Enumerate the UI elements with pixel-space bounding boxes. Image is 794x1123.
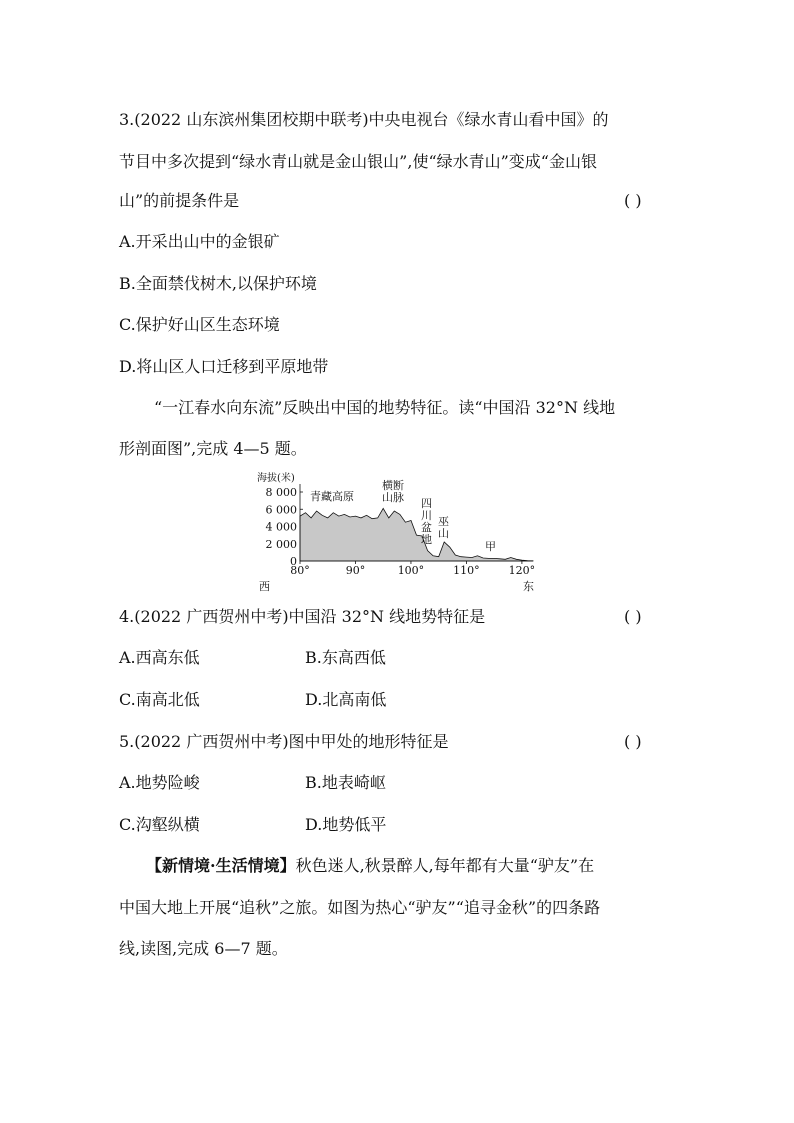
x-tick-label: 100° xyxy=(397,564,425,577)
q3-option-d[interactable]: D.将山区人口迁移到平原地带 xyxy=(119,357,329,376)
q3-stem-line-3: 山”的前提条件是 xyxy=(119,191,240,210)
terrain-area xyxy=(300,508,533,561)
x-tick-label: 110° xyxy=(453,564,480,577)
x-tick-label: 120° xyxy=(508,564,536,577)
q3-option-b[interactable]: B.全面禁伐树木,以保护环境 xyxy=(119,274,317,293)
q5-answer-paren[interactable]: ( ) xyxy=(624,732,642,751)
q3-answer-paren[interactable]: ( ) xyxy=(624,191,642,210)
q3-stem-line-2: 节目中多次提到“绿水青山就是金山银山”,使“绿水青山”变成“金山银 xyxy=(119,152,597,171)
terrain-profile-chart xyxy=(245,470,545,592)
intro67-line-2: 中国大地上开展“追秋”之旅。如图为热心“驴友”“追寻金秋”的四条路 xyxy=(119,898,601,917)
chart-x-end-east: 东 xyxy=(523,580,534,592)
q5-option-c[interactable]: C.沟壑纵横 xyxy=(119,815,200,834)
q4-option-d[interactable]: D.北高南低 xyxy=(305,690,387,709)
x-tick-label: 90° xyxy=(345,564,366,577)
intro67-line-3: 线,读图,完成 6—7 题。 xyxy=(119,939,288,958)
chart-ylabel: 海拔(米) xyxy=(257,473,295,484)
annotation-jia: 甲 xyxy=(485,540,496,553)
q4-stem: 4.(2022 广西贺州中考)中国沿 32°N 线地势特征是 xyxy=(119,607,486,626)
q3-option-c[interactable]: C.保护好山区生态环境 xyxy=(119,315,280,334)
q4-option-b[interactable]: B.东高西低 xyxy=(305,648,386,667)
annotation-hengduan-mountains: 横断山脉 xyxy=(382,479,404,504)
intro45-line-1: “一江春水向东流”反映出中国的地势特征。读“中国沿 32°N 线地 xyxy=(154,398,616,417)
y-tick-label: 4 000 xyxy=(265,520,297,534)
q5-option-a[interactable]: A.地势险峻 xyxy=(119,773,200,792)
annotation-qingzang-plateau: 青藏高原 xyxy=(310,490,354,503)
q4-option-a[interactable]: A.西高东低 xyxy=(119,648,200,667)
y-tick-label: 6 000 xyxy=(265,503,297,517)
scenario-tag: 【新情境·生活情境】 xyxy=(146,856,296,875)
q3-stem-line-1: 3.(2022 山东滨州集团校期中联考)中央电视台《绿水青山看中国》的 xyxy=(119,110,609,129)
chart-x-end-west: 西 xyxy=(259,580,270,592)
q4-option-c[interactable]: C.南高北低 xyxy=(119,690,200,709)
q3-option-a[interactable]: A.开采出山中的金银矿 xyxy=(119,232,280,251)
intro45-line-2: 形剖面图”,完成 4—5 题。 xyxy=(119,439,307,458)
intro67-text-1: 秋色迷人,秋景醉人,每年都有大量“驴友”在 xyxy=(295,856,595,875)
annotation-sichuan-basin: 四川盆地 xyxy=(421,497,432,546)
y-tick-label: 8 000 xyxy=(265,486,297,499)
intro67-line-1 xyxy=(146,856,594,876)
q5-stem: 5.(2022 广西贺州中考)图中甲处的地形特征是 xyxy=(119,732,449,751)
q4-answer-paren[interactable]: ( ) xyxy=(624,607,642,626)
y-tick-label: 0 xyxy=(290,555,297,568)
q5-option-d[interactable]: D.地势低平 xyxy=(305,815,387,834)
q5-option-b[interactable]: B.地表崎岖 xyxy=(305,773,386,792)
annotation-wushan: 巫山 xyxy=(438,515,449,540)
y-tick-label: 2 000 xyxy=(265,537,297,551)
x-tick-label: 80° xyxy=(290,564,310,577)
